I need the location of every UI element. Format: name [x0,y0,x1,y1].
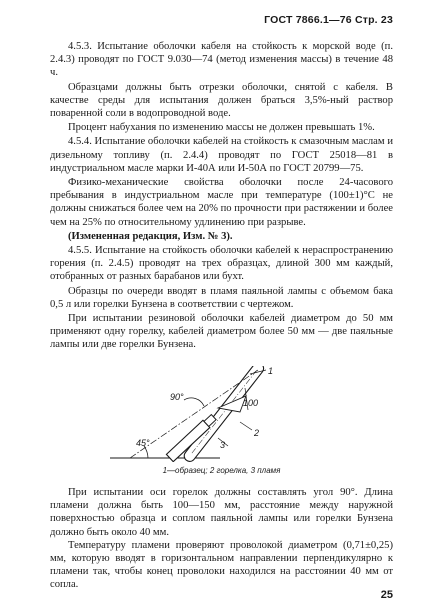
paragraph-burner-axes: При испытании оси горелок должны составлять угол 90°. Длина пламени должна быть 100—150 мм, расстояние между наружной поверхностью образца и соплом паяльной лампы или горелки Бунзена должно быть около 40 мм. [50,487,393,538]
figure-angle-45: 45° [136,438,150,448]
paragraph-swelling: Процент набухания по изменению массы не должен превышать 1%. [68,122,375,134]
page-header: ГОСТ 7866.1—76 Стр. 23 [264,14,393,26]
paragraph-samples-flame: Образцы по очереди вводят в пламя паяльной лампы с объемом бака 0,5 л или горелки Бунзена в соответствии с чертежом. [50,285,393,310]
test-setup-drawing [100,366,340,462]
figure-label-1: 1 [268,366,274,376]
test-setup-figure [100,366,340,462]
figure-label-100: 100 [243,398,259,408]
paragraph-flame-temperature: Температуру пламени проверяют проволокой диаметром (0,71±0,25) мм, которую вводят в горизонтальном направлении перпендикулярно к пламени так, чтобы конец проволоки находился на расстоянии 40 мм от сопла. [50,539,393,591]
revision-note: (Измененная редакция, Изм. № 3). [68,230,233,242]
paragraph-4-5-4: 4.5.4. Испытание оболочки кабелей на стойкость к смазочным маслам и дизельному топливу (п. 2.4.4) проводят по ГОСТ 25018—81 в индустриальном масле марки И-40А или И-50А по ГОСТ 20799—75. [50,136,393,174]
paragraph-4-5-3: 4.5.3. Испытание оболочки кабеля на стойкость к морской воде (п. 2.4.3) проводят по ГОСТ 9.030—74 (метод изменения массы) в течение 48 ч. [50,41,393,79]
figure-label-3: 3 [220,440,226,450]
paragraph-physmech: Физико-механические свойства оболочки после 24-часового пребывания в индустриальном масле при температуре (100±1)°С не должны снижаться более чем на 20% по прочности при растяжении и более чем на 25% по относительному удлинению при разрыве. [50,177,393,228]
figure-label-2: 2 [254,428,260,438]
leader-2 [240,422,252,430]
angle-90-arc [184,398,204,406]
page-number: 25 [380,589,393,601]
figure-angle-90: 90° [170,392,184,402]
body-text-lower [50,486,393,592]
paragraph-samples: Образцами должны быть отрезки оболочки, снятой с кабеля. В качестве среды для испытания должен браться 3,5%-ный раствор поваренной соли в водопроводной воде. [50,81,393,120]
paragraph-burners: При испытании резиновой оболочки кабелей диаметром до 50 мм применяют одну горелку, кабелей диаметром более 50 мм — две паяльные лампы или две горелки Бунзена. [50,313,393,351]
body-text-upper [50,40,393,352]
figure-caption: 1—образец; 2 горелка, 3 пламя [162,466,281,475]
paragraph-4-5-5: 4.5.5. Испытание на стойкость оболочки кабелей к нераспространению горения (п. 2.4.5) проводят на трех образцах, длиной 300 мм каждый, отобранных от разных барабанов или бухт. [50,245,393,283]
